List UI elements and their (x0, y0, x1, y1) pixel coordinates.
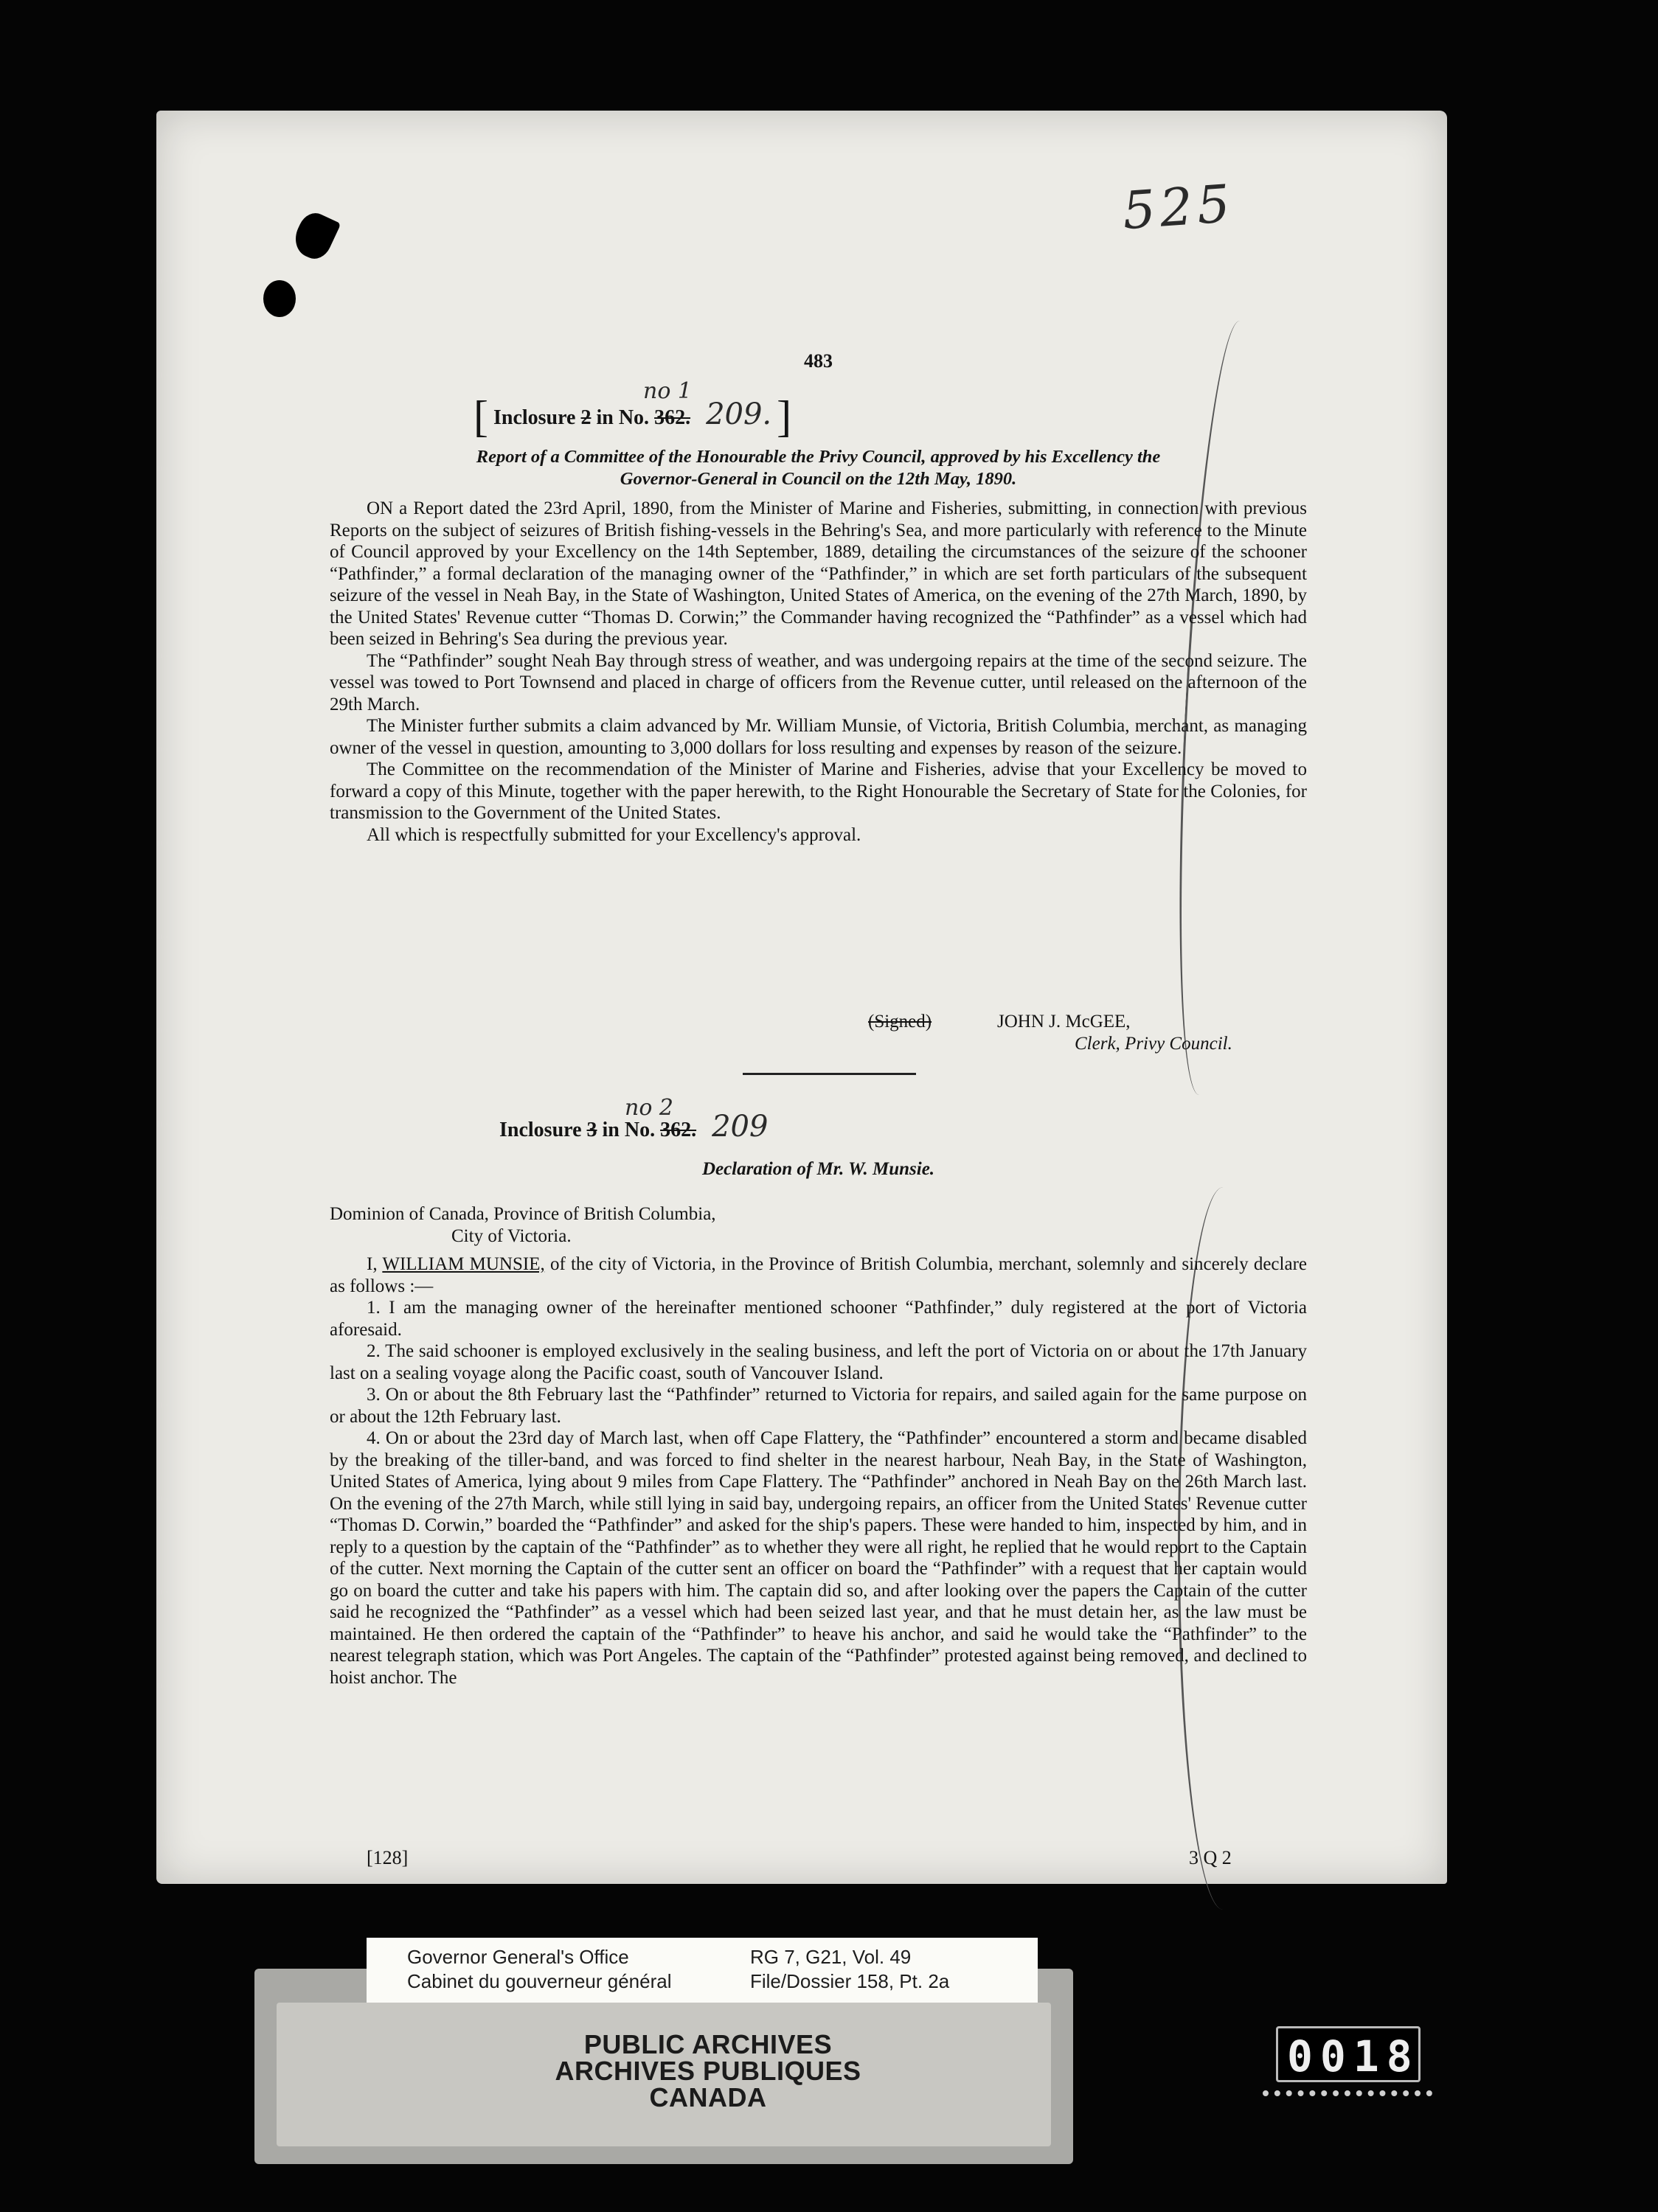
office-fr: Cabinet du gouverneur général (407, 1970, 672, 1992)
record-group-ref (750, 1945, 949, 1994)
declaration-body (330, 1253, 1307, 1688)
signed-label: (Signed) (868, 1012, 932, 1032)
declaration-heading: Declaration of Mr. W. Munsie. (701, 1159, 935, 1179)
ref-line: RG 7, G21, Vol. 49 (750, 1946, 912, 1968)
frame-number: 0018 (1287, 2031, 1420, 2081)
report-body (330, 498, 1307, 846)
paragraph: 4. On or about the 23rd day of March last, when off Cape Flattery, the “Pathfinder” encountered a storm and became disabled by the breaking of the tiller-band, and was forced to find shelter in the nearest harbour, Neah Bay, in the State of Washington, United States of America, lying about 9 miles from Cape Flattery. The “Pathfinder” anchored in Neah Bay on the 26th March last. On the evening of the 27th March, while still lying in said bay, undergoing repairs, an officer from the United States' Revenue cutter “Thomas D. Corwin,” boarded the “Pathfinder” and asked for the ship's papers. These were handed to him, inspected by him, and in reply to a question by the captain of the “Pathfinder” as to whether they were all right, he replied that he would report to the Captain of the cutter. Next morning the Captain of the cutter sent an officer on board the “Pathfinder” with a request that her captain would go on board the cutter and take his papers with him. The captain did so, and after looking over the papers the Captain of the cutter said he recognized the “Pathfinder” as a vessel which had been seized last year, and that he must detain her, as the law must be maintained. He then ordered the captain of the “Pathfinder” to heave his anchor, and said he would take the “Pathfinder” to the nearest telegraph station, which was Port Angeles. The captain of the “Pathfinder” protested against being removed, and declined to hoist anchor. The (330, 1428, 1307, 1688)
declarant-name: WILLIAM MUNSIE, (382, 1254, 545, 1274)
paragraph: The Committee on the recommendation of the Minister of Marine and Fisheries, advise that your Excellency be moved to forward a copy of this Minute, together with the paper herewith, to the Right Honourable the Secretary of State for the Colonies, for transmission to the Government of the United States. (330, 759, 1307, 823)
frame-counter (1276, 2026, 1421, 2082)
ref-line: File/Dossier 158, Pt. 2a (750, 1970, 950, 1992)
archive-reference-strip (367, 1938, 1038, 2003)
report-heading-line: Governor-General in Council on the 12th May, 1890. (620, 469, 1017, 489)
inclosure-mid: in No. (596, 406, 650, 429)
binding-tear (289, 208, 341, 264)
declaration-address (330, 1203, 716, 1248)
printer-reference: [128] (367, 1847, 409, 1868)
inclosure-prefix: Inclosure (499, 1119, 582, 1141)
signer-name: JOHN J. McGEE, (997, 1012, 1131, 1032)
struck-dispatch-ref: 362. (660, 1119, 697, 1141)
inclosure-2-heading (499, 1095, 769, 1144)
signer-title: Clerk, Privy Council. (1075, 1034, 1232, 1054)
address-line: Dominion of Canada, Province of British Columbia, (330, 1204, 716, 1224)
public-archives-stamp (516, 2031, 900, 2111)
document-page (156, 111, 1447, 1884)
struck-inclosure-number: 3 (586, 1119, 597, 1141)
handwritten-inclosure-number: no 2 (625, 1095, 674, 1121)
signature-mark: 3 Q 2 (1189, 1847, 1232, 1868)
paragraph: ON a Report dated the 23rd April, 1890, from the Minister of Marine and Fisheries, submitting, in connection with previous Reports on the subject of seizures of British fishing-vessels in the Behring's Sea, and more particularly with reference to the Minute of Council approved by your Excellency on the 14th September, 1889, detailing the circumstances of the seizure of the schooner “Pathfinder,” a formal declaration of the managing owner of the “Pathfinder,” in which are set forth particulars of the subsequent seizure of the vessel in Neah Bay, in the State of Washington, United States of America, on the evening of the 27th March, 1890, by the United States' Revenue cutter “Thomas D. Corwin;” the Commander having recognized the “Pathfinder” as a vessel which had been seized in Behring's Sea during the previous year. (330, 498, 1307, 649)
inclosure-prefix: Inclosure (493, 406, 576, 429)
archives-country: CANADA (649, 2082, 767, 2112)
paragraph: 2. The said schooner is employed exclusively in the sealing business, and left the port of Victoria on or about the 17th January last on a sealing voyage along the Pacific coast, south of Vancouver Island. (330, 1341, 1307, 1383)
report-heading (330, 446, 1307, 490)
address-line: City of Victoria. (451, 1226, 572, 1246)
handwritten-inclosure-number: no 1 (643, 378, 693, 404)
archives-fr: ARCHIVES PUBLIQUES (555, 2056, 861, 2086)
handwritten-bracket: ] (777, 392, 792, 441)
inclosure-1-heading (474, 378, 792, 441)
paragraph: 3. On or about the 8th February last the “Pathfinder” returned to Victoria for repairs, and sailed again for the same purpose on or about the 12th February last. (330, 1385, 1307, 1427)
inclosure-mid: in No. (602, 1119, 656, 1141)
report-heading-line: Report of a Committee of the Honourable the Privy Council, approved by his Excellency the (476, 447, 1161, 467)
office-en: Governor General's Office (407, 1946, 629, 1968)
paragraph: All which is respectfully submitted for your Excellency's approval. (367, 824, 861, 845)
office-names (407, 1945, 671, 1994)
paragraph: The Minister further submits a claim advanced by Mr. William Munsie, of Victoria, British Columbia, merchant, as managing owner of the vessel in question, amounting to 3,000 dollars for loss resulting and expenses by reason of the seizure. (330, 716, 1307, 758)
handwritten-bracket: [ (474, 392, 488, 441)
intro-rest: of the city of Victoria, in the Province of British Columbia, merchant, solemnly and sincerely declare as follows :— (330, 1254, 1307, 1296)
paragraph: The “Pathfinder” sought Neah Bay through stress of weather, and was undergoing repairs at the time of the second seizure. The vessel was towed to Port Townsend and placed in charge of officers from the Revenue cutter, until released on the afternoon of the 29th March. (330, 650, 1307, 714)
section-divider (743, 1073, 916, 1075)
film-perforation (1263, 2090, 1432, 2096)
handwritten-folio-number: 525 (1120, 173, 1237, 242)
handwritten-dispatch-ref: 209. (706, 397, 772, 431)
paragraph: 1. I am the managing owner of the hereinafter mentioned schooner “Pathfinder,” duly registered at the port of Victoria aforesaid. (330, 1298, 1307, 1340)
declaration-intro (330, 1253, 1307, 1297)
archives-en: PUBLIC ARCHIVES (583, 2029, 833, 2059)
handwritten-dispatch-ref: 209 (712, 1110, 769, 1144)
struck-inclosure-number: 2 (580, 406, 592, 429)
intro-prefix: I, (367, 1254, 378, 1274)
binding-hole (263, 280, 296, 317)
printed-page-number: 483 (804, 350, 833, 372)
struck-dispatch-ref: 362. (654, 406, 691, 429)
